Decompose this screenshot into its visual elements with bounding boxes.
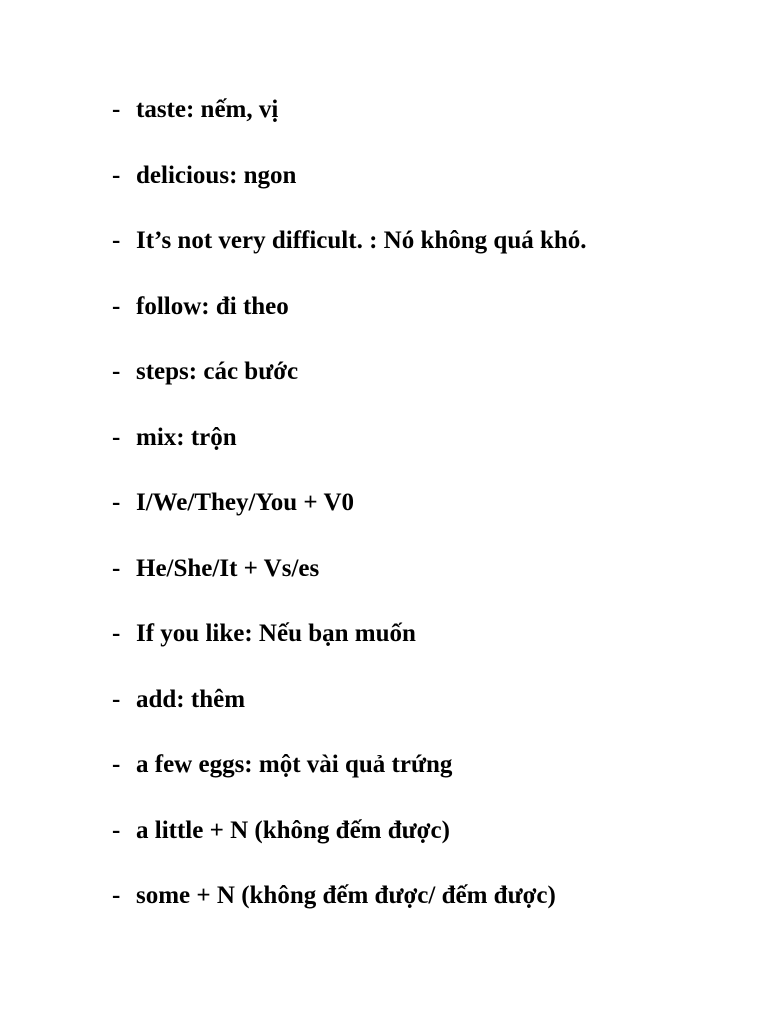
bullet-dash: - <box>112 227 121 254</box>
item-text: steps: các bước <box>136 358 299 385</box>
item-text: taste: nếm, vị <box>136 96 279 123</box>
bullet-dash: - <box>112 292 121 320</box>
bullet-dash: - <box>112 423 121 451</box>
list-item <box>112 551 587 617</box>
list-item <box>112 682 587 748</box>
bullet-dash: - <box>112 489 121 516</box>
list-item <box>112 223 587 289</box>
list-item <box>112 354 587 420</box>
vocabulary-list <box>112 92 587 944</box>
bullet-dash: - <box>112 816 121 844</box>
item-text: mix: trộn <box>136 423 237 451</box>
list-item <box>112 92 587 158</box>
item-text: some + N (không đếm được/ đếm được) <box>136 882 556 909</box>
list-item <box>112 878 587 944</box>
list-item <box>112 747 587 813</box>
item-text: I/We/They/You + V0 <box>136 489 354 516</box>
list-item <box>112 485 587 551</box>
list-item <box>112 289 587 355</box>
bullet-dash: - <box>112 882 121 909</box>
bullet-dash: - <box>112 96 121 123</box>
item-text: delicious: ngon <box>136 161 297 189</box>
item-text: add: thêm <box>136 685 246 713</box>
item-text: a little + N (không đếm được) <box>136 816 450 844</box>
bullet-dash: - <box>112 685 121 713</box>
item-text: a few eggs: một vài quả trứng <box>136 751 453 778</box>
bullet-dash: - <box>112 620 121 647</box>
bullet-dash: - <box>112 358 121 385</box>
bullet-dash: - <box>112 161 121 189</box>
item-text: follow: đi theo <box>136 292 289 320</box>
list-item <box>112 420 587 486</box>
bullet-dash: - <box>112 751 121 778</box>
list-item <box>112 616 587 682</box>
bullet-dash: - <box>112 554 121 582</box>
item-text: If you like: Nếu bạn muốn <box>136 620 416 647</box>
list-item <box>112 158 587 224</box>
list-item <box>112 813 587 879</box>
item-text: He/She/It + Vs/es <box>136 554 320 582</box>
item-text: It’s not very difficult. : Nó không quá khó. <box>136 227 587 254</box>
